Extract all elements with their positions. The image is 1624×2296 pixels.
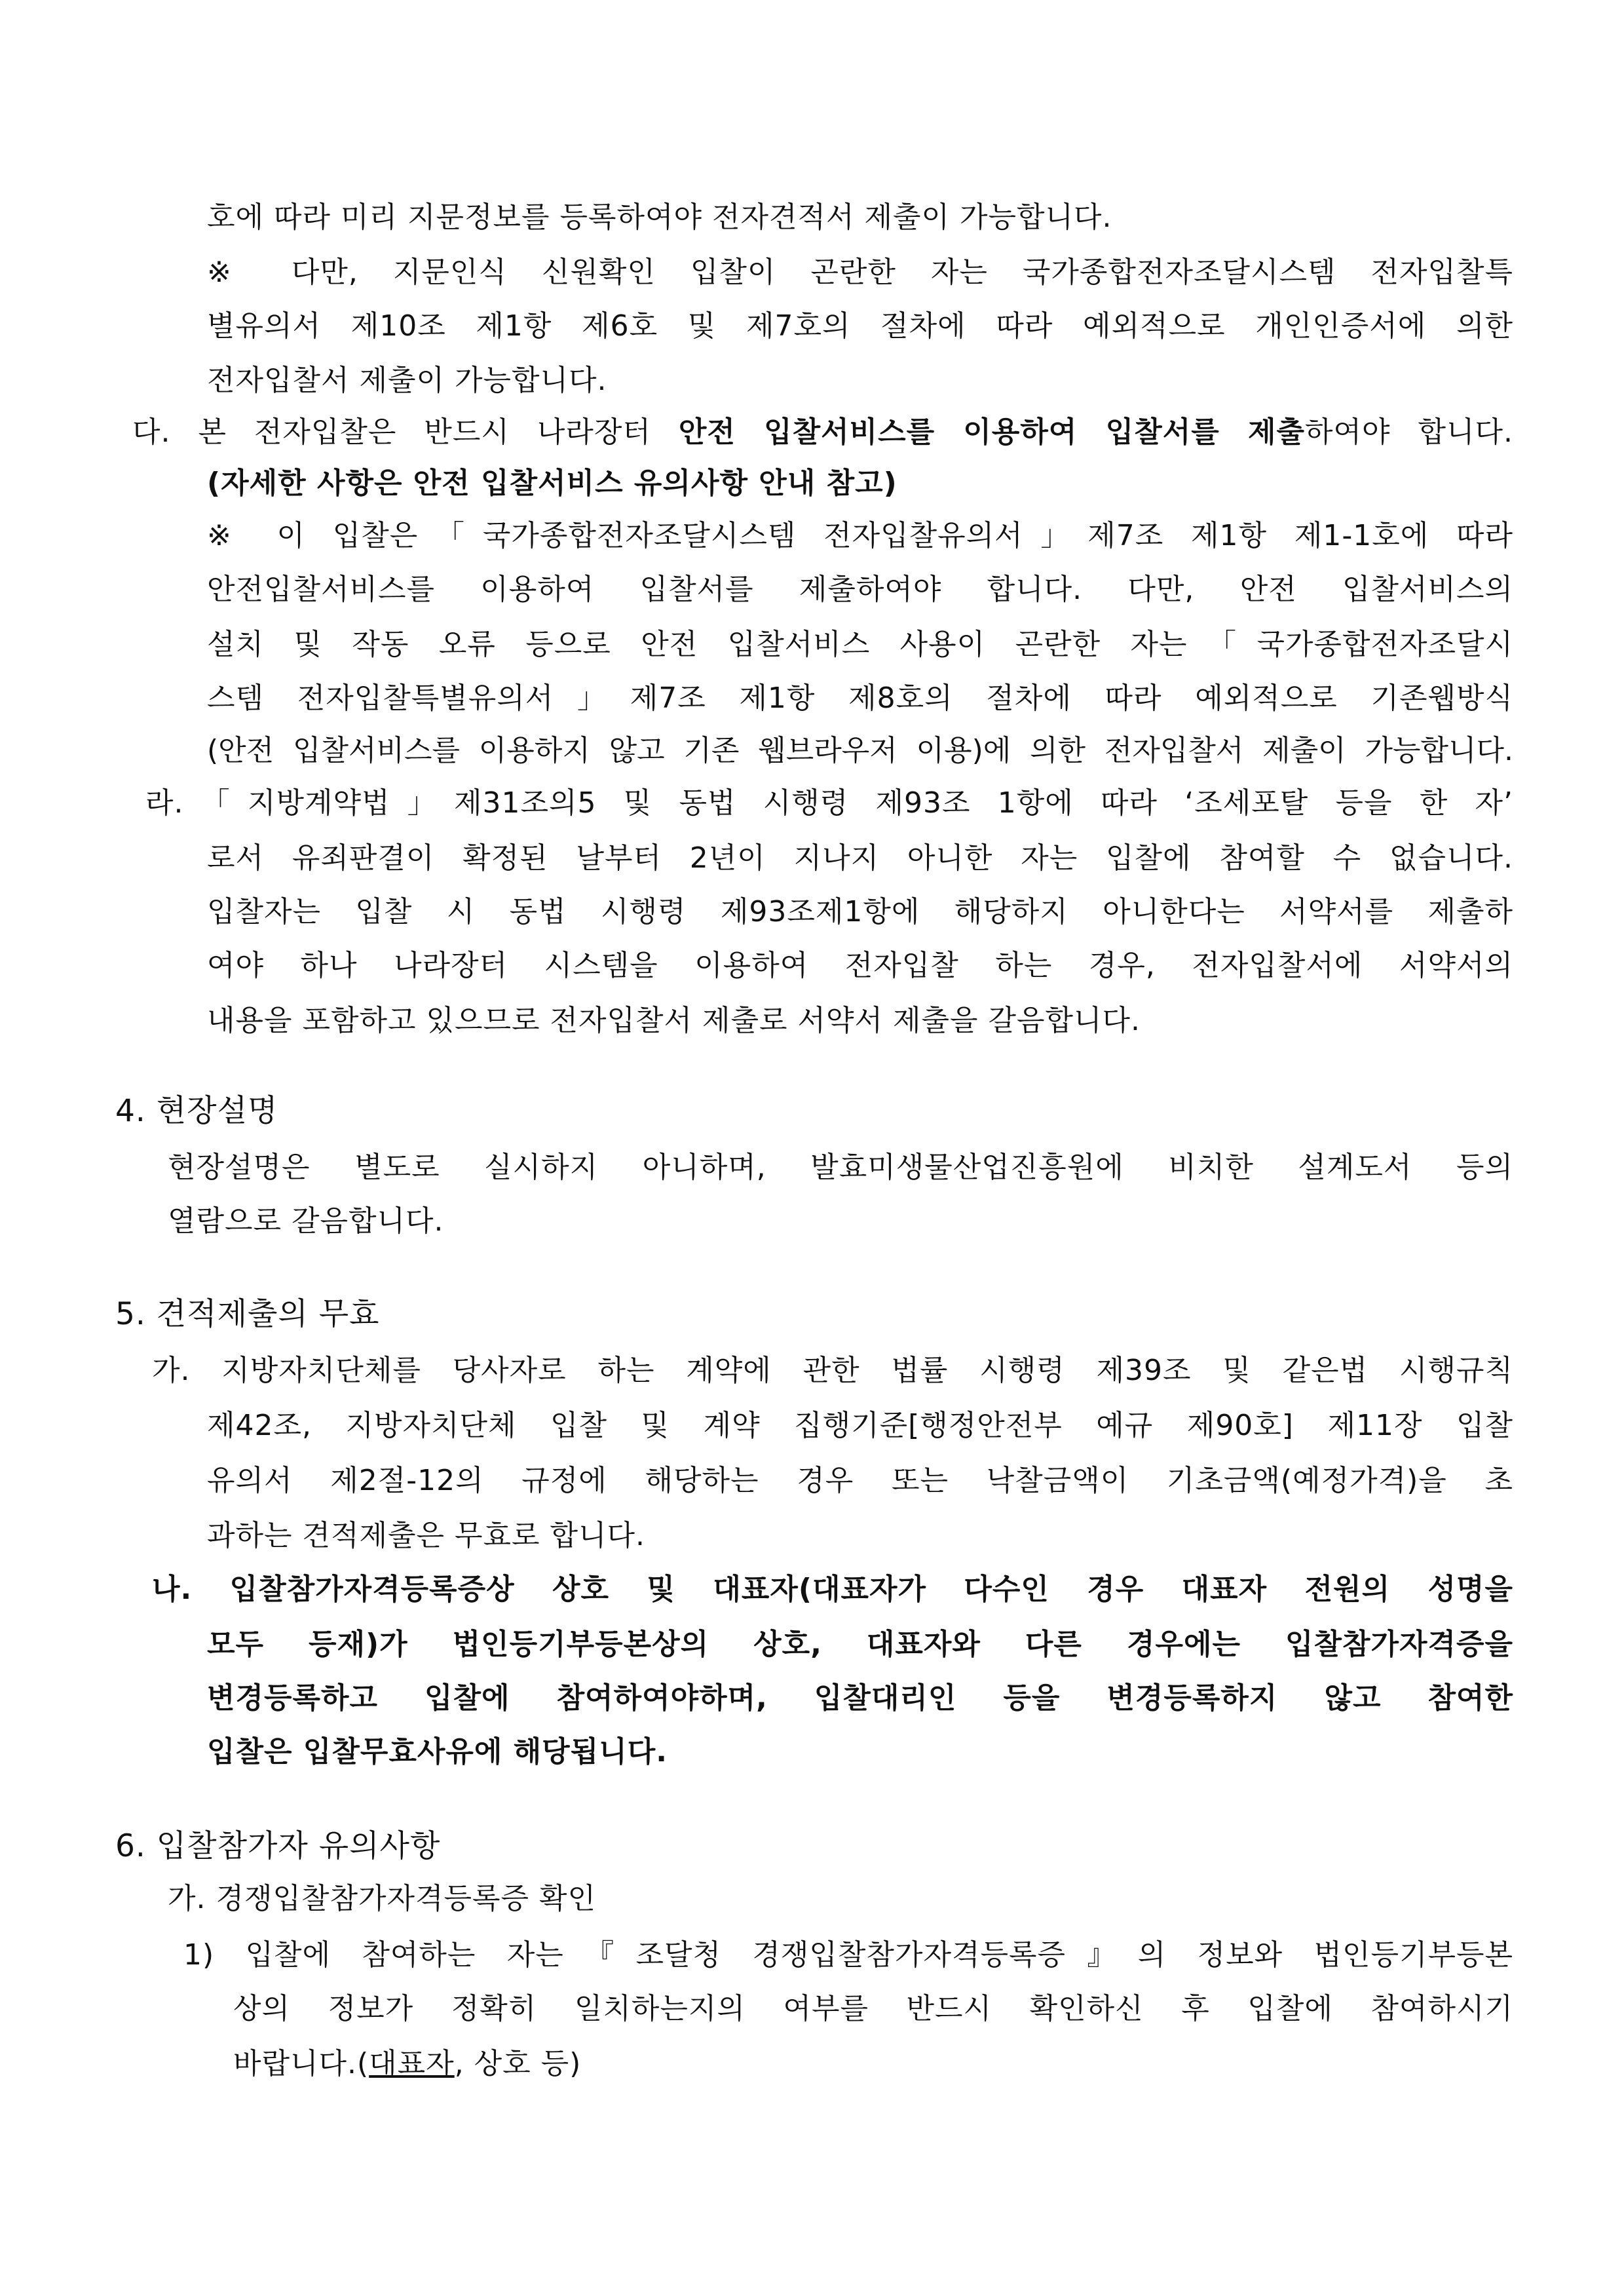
note-line: 별유의서 제10조 제1항 제6호 및 제7호의 절차에 따라 예외적으로 개인인증서에 의한 xyxy=(207,309,1513,343)
numbered-item-line: 상의 정보가 정확히 일치하는지의 여부를 반드시 확인하신 후 입찰에 참여하시기 xyxy=(233,1992,1513,2025)
item-na-line: 입찰은 입찰무효사유에 해당됩니다. xyxy=(207,1735,668,1769)
item-ga-line: 유의서 제2절-12의 규정에 해당하는 경우 또는 낙찰금액이 기초금액(예정가격)을 초 xyxy=(207,1464,1513,1497)
note-line: 전자입찰서 제출이 가능합니다. xyxy=(207,364,607,397)
note-line: 안전입찰서비스를 이용하여 입찰서를 제출하여야 합니다. 다만, 안전 입찰서비스의 xyxy=(207,573,1513,606)
item-da-bold-line: (자세한 사항은 안전 입찰서비스 유의사항 안내 참고) xyxy=(207,467,897,500)
numbered-item-line: 바랍니다.(대표자, 상호 등) xyxy=(233,2047,582,2080)
item-ga-line: 가. 지방자치단체를 당사자로 하는 계약에 관한 법률 시행령 제39조 및 같은법 시행규칙 xyxy=(152,1354,1513,1387)
section-heading: 4. 현장설명 xyxy=(115,1093,278,1129)
item-ga-line: 과하는 견적제출은 무효로 합니다. xyxy=(207,1519,645,1552)
para-line: 호에 따라 미리 지문정보를 등록하여야 전자견적서 제출이 가능합니다. xyxy=(207,201,1112,234)
item-ra-line: 라.「지방계약법」제31조의5 및 동법 시행령 제93조 1항에 따라 ‘조세포탈 등을 한 자’ xyxy=(145,786,1513,820)
note-line: (안전 입찰서비스를 이용하지 않고 기존 웹브라우저 이용)에 의한 전자입찰서 제출이 가능합니다. xyxy=(207,734,1513,767)
note-line: 설치 및 작동 오류 등으로 안전 입찰서비스 사용이 곤란한 자는「국가종합전자조달시 xyxy=(207,628,1513,661)
item-ra-line: 여야 하나 나라장터 시스템을 이용하여 전자입찰 하는 경우, 전자입찰서에 서약서의 xyxy=(207,949,1513,982)
item-ra-line: 로서 유죄판결이 확정된 날부터 2년이 지나지 아니한 자는 입찰에 참여할 수 없습니다. xyxy=(207,841,1513,875)
item-ga-line: 제42조, 지방자치단체 입찰 및 계약 집행기준[행정안전부 예규 제90호] 제11장 입찰 xyxy=(207,1409,1513,1442)
section-heading: 5. 견적제출의 무효 xyxy=(115,1296,380,1332)
note-line: ※ 다만, 지문인식 신원확인 입찰이 곤란한 자는 국가종합전자조달시스템 전자입찰특 xyxy=(207,256,1513,289)
item-na-line: 나. 입찰참가자격등록증상 상호 및 대표자(대표자가 다수인 경우 대표자 전원의 성명을 xyxy=(152,1573,1513,1606)
numbered-item-line: 1) 입찰에 참여하는 자는『조달청 경쟁입찰참가자격등록증』의 정보와 법인등기부등본 xyxy=(183,1938,1513,1972)
para-line: 열람으로 갈음합니다. xyxy=(168,1204,444,1238)
section-heading: 6. 입찰참가자 유의사항 xyxy=(115,1828,441,1864)
item-da-line: 다. 본 전자입찰은 반드시 나라장터 안전 입찰서비스를 이용하여 입찰서를 제출하여야 합니다. xyxy=(132,415,1513,449)
subsection-heading: 가. 경쟁입찰참가자격등록증 확인 xyxy=(168,1882,597,1915)
item-na-line: 모두 등재)가 법인등기부등본상의 상호, 대표자와 다른 경우에는 입찰참가자격증을 xyxy=(207,1628,1513,1661)
item-ra-line: 입찰자는 입찰 시 동법 시행령 제93조제1항에 해당하지 아니한다는 서약서를 제출하 xyxy=(207,895,1513,928)
note-line: ※ 이 입찰은「국가종합전자조달시스템 전자입찰유의서」제7조 제1항 제1-1호에 따라 xyxy=(207,519,1513,552)
note-line: 스템 전자입찰특별유의서」제7조 제1항 제8호의 절차에 따라 예외적으로 기존웹방식 xyxy=(207,681,1513,715)
underlined-text: 대표자 xyxy=(369,2047,455,2080)
item-na-line: 변경등록하고 입찰에 참여하여야하며, 입찰대리인 등을 변경등록하지 않고 참여한 xyxy=(207,1681,1513,1715)
para-line: 현장설명은 별도로 실시하지 아니하며, 발효미생물산업진흥원에 비치한 설계도서 등의 xyxy=(168,1151,1513,1184)
item-ra-line: 내용을 포함하고 있으므로 전자입찰서 제출로 서약서 제출을 갈음합니다. xyxy=(207,1004,1141,1037)
